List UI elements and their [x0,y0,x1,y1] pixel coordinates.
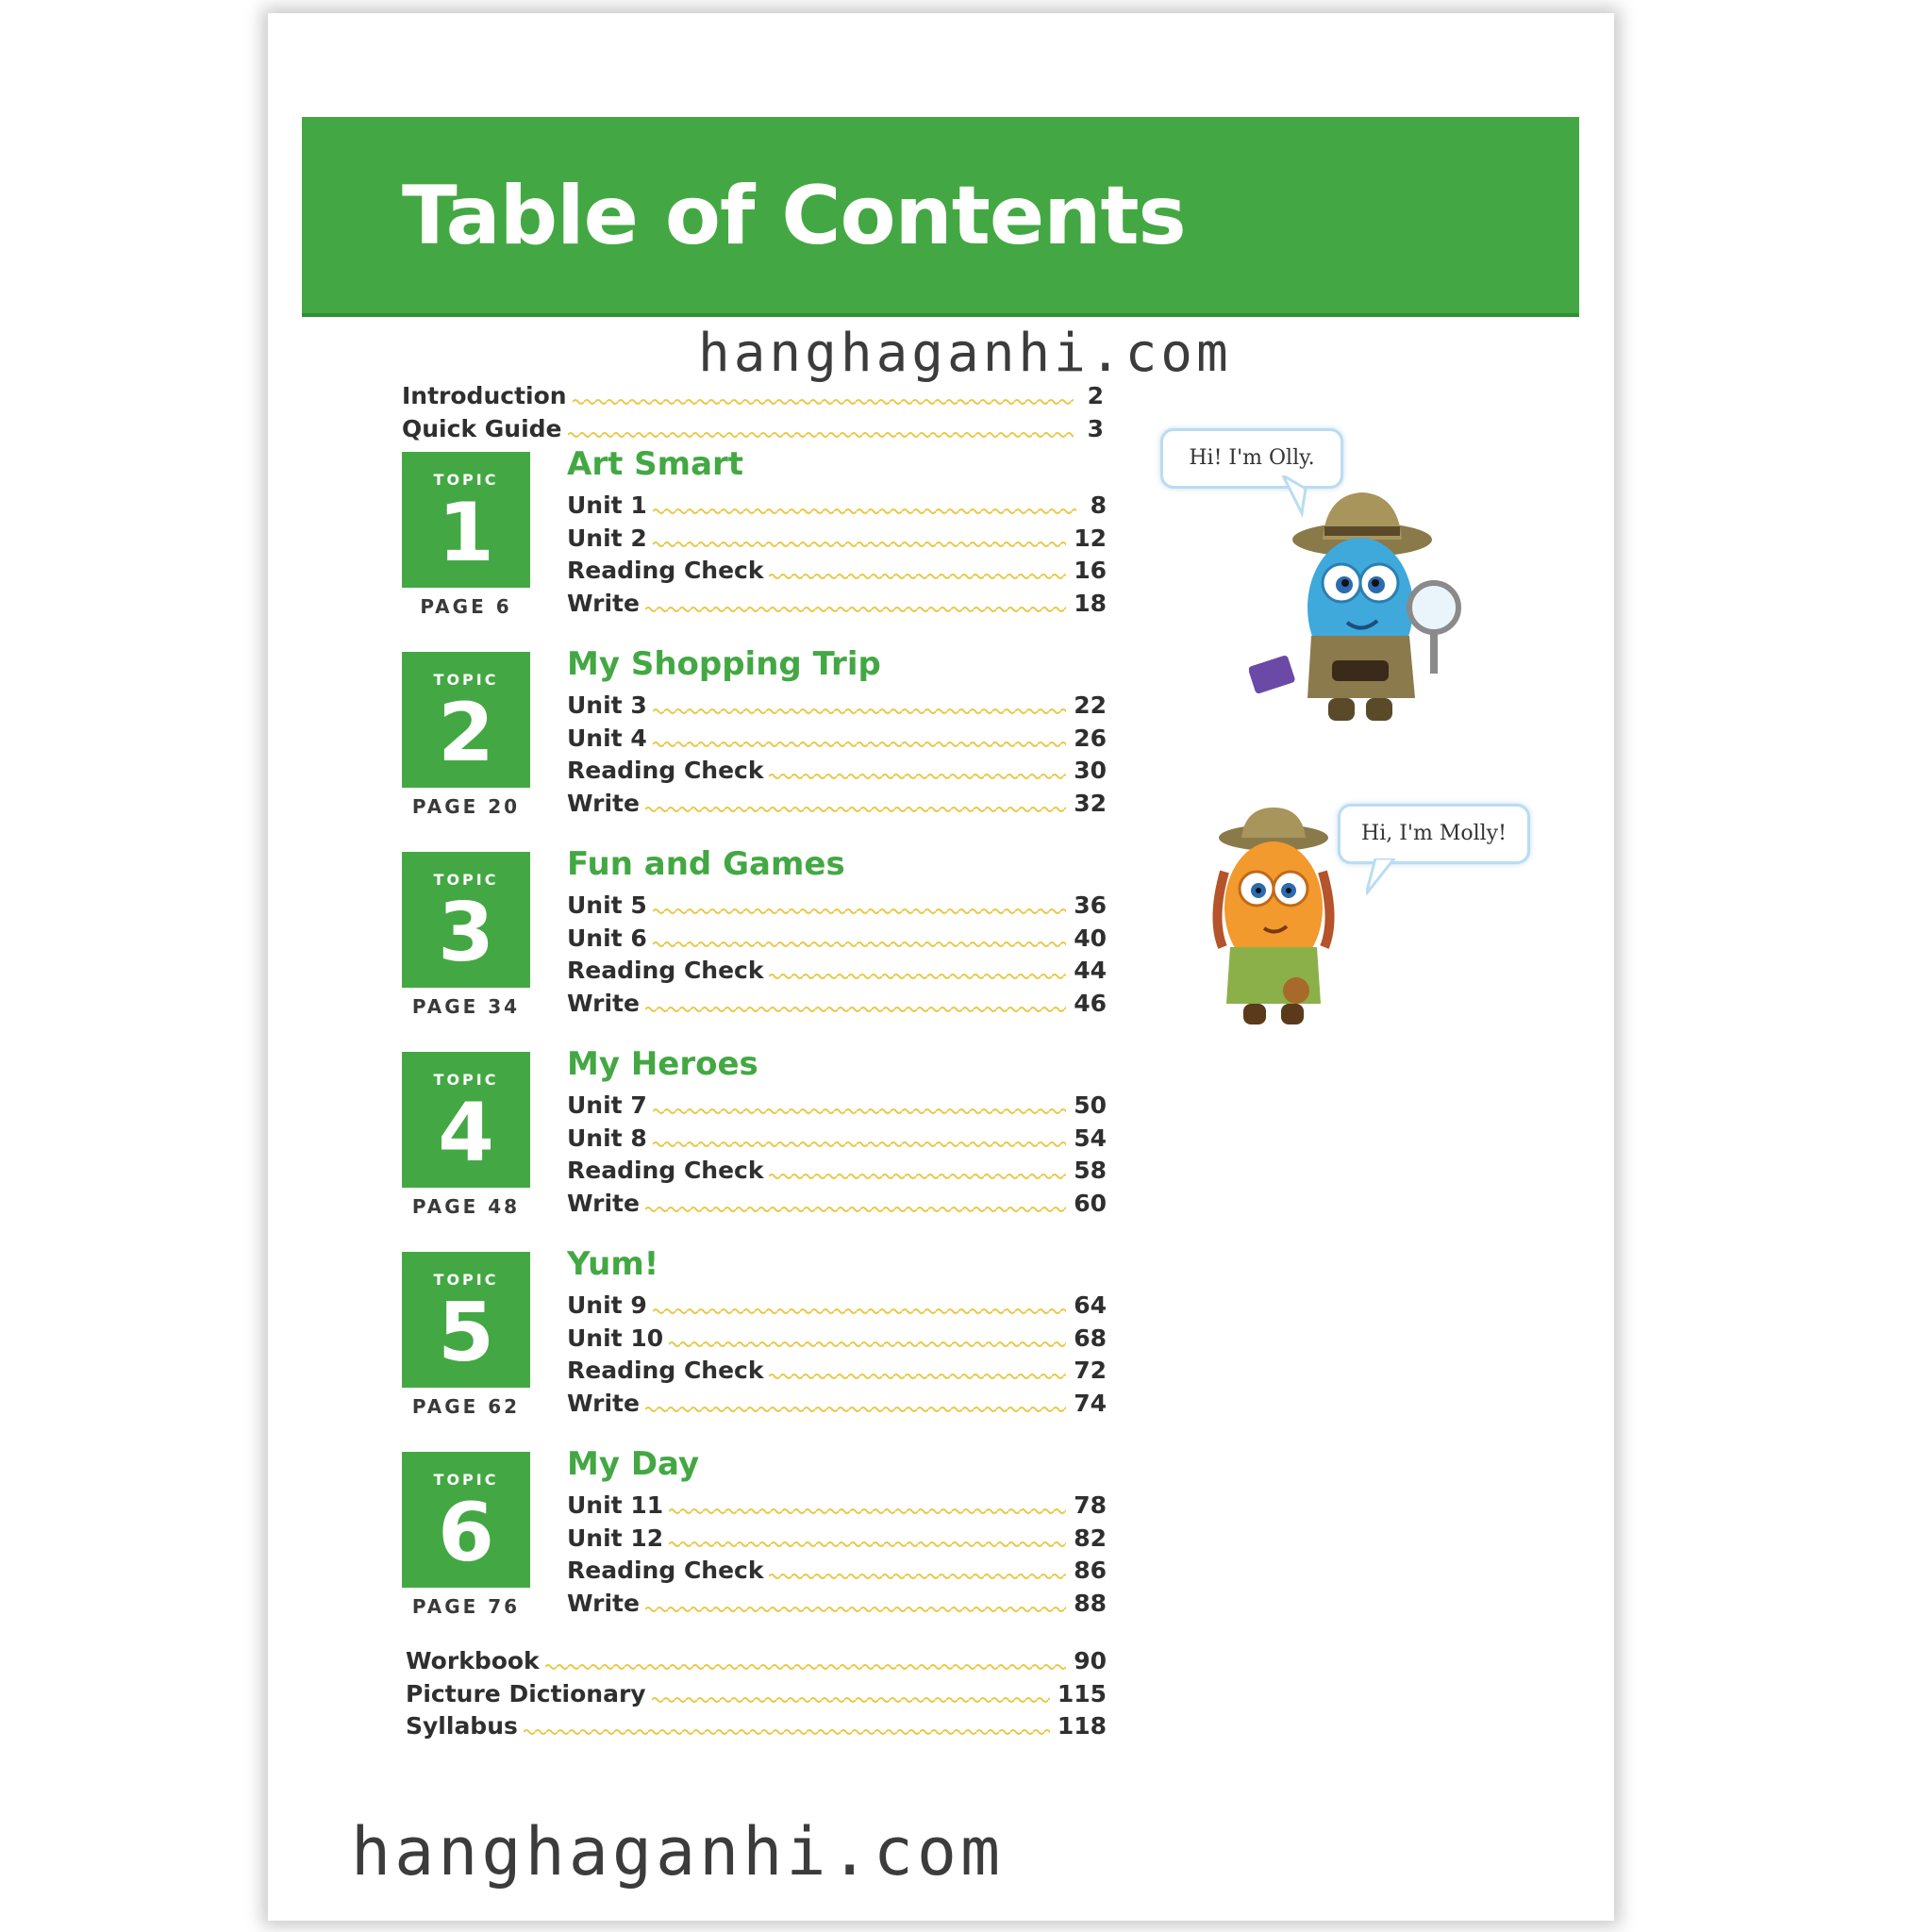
toc-entry-page: 118 [1057,1711,1107,1740]
toc-entry-label: Write [567,589,640,617]
dot-leader [645,1005,1066,1014]
toc-entry-page: 8 [1090,491,1107,519]
title-banner [302,117,1579,317]
topic-title[interactable]: Yum! [567,1245,659,1283]
toc-entry[interactable] [567,956,1107,984]
toc-entry[interactable] [567,556,1107,584]
toc-entry[interactable] [567,1556,1107,1584]
speech-text: Hi, I'm Molly! [1361,822,1507,845]
topic-start-page: PAGE 34 [411,995,521,1018]
dot-leader [769,972,1066,981]
toc-entry-label: Write [567,789,640,817]
speech-bubble-tail [1366,858,1404,896]
topic-badge-6 [402,1452,530,1588]
blue-explorer-mascot-icon [1249,475,1475,730]
toc-entry-page: 60 [1074,1189,1107,1217]
topic-badge-number: 6 [438,1486,494,1580]
toc-entry-page: 74 [1074,1389,1107,1417]
toc-entry-page: 44 [1074,956,1107,984]
page-title: Table of Contents [402,169,1186,263]
toc-entry-workbook[interactable] [406,1646,1107,1674]
dot-leader [653,940,1066,949]
topic-badge-number: 5 [438,1286,494,1380]
toc-entry-label: Reading Check [567,756,764,784]
toc-entry-page: 58 [1074,1156,1107,1184]
topic-badge-number: 1 [438,486,494,580]
toc-entry-label: Unit 10 [567,1324,664,1352]
topic-start-page: PAGE 20 [411,795,521,818]
toc-entry[interactable] [567,524,1107,552]
toc-entry-page: 26 [1074,724,1107,752]
toc-entry-page: 18 [1074,589,1107,617]
toc-entry-label: Unit 1 [567,491,647,519]
dot-leader [545,1662,1067,1672]
toc-entry-page: 82 [1074,1524,1107,1552]
dot-leader [645,1405,1066,1414]
watermark-bottom: hanghaganhi.com [351,1813,1005,1890]
toc-entry-label: Picture Dictionary [406,1679,646,1707]
topic-badge-number: 2 [438,686,494,780]
topic-start-page: PAGE 76 [411,1595,521,1618]
toc-entry-label: Reading Check [567,1156,764,1184]
toc-entry-page: 68 [1074,1324,1107,1352]
topic-badge-label: TOPIC [433,471,499,489]
topic-badge-label: TOPIC [433,871,499,889]
toc-entry-label: Unit 3 [567,691,647,719]
topic-badge-label: TOPIC [433,1471,499,1489]
dot-leader [653,740,1066,749]
dot-leader [568,430,1074,440]
toc-entry[interactable] [567,891,1107,919]
toc-entry-label: Unit 7 [567,1091,647,1119]
dot-leader [645,805,1066,814]
dot-leader [769,1572,1066,1581]
toc-entry-label: Unit 8 [567,1124,647,1152]
dot-leader [652,1695,1050,1705]
toc-entry-page: 78 [1074,1491,1107,1519]
topic-badge-number: 3 [438,886,494,980]
dot-leader [645,1605,1066,1614]
toc-entry[interactable] [567,989,1107,1017]
topic-start-page: PAGE 62 [411,1395,521,1418]
toc-entry-quick-guide[interactable] [402,414,1104,442]
toc-entry[interactable] [567,1589,1107,1617]
toc-entry[interactable] [567,1156,1107,1184]
toc-entry[interactable] [567,1124,1107,1152]
toc-entry[interactable] [567,1189,1107,1217]
topic-badge-number: 4 [438,1086,494,1180]
toc-entry[interactable] [567,1389,1107,1417]
topic-badge-label: TOPIC [433,671,499,689]
toc-entry-label: Unit 9 [567,1291,647,1319]
dot-leader [653,1140,1066,1149]
book-page [268,13,1614,1921]
toc-entry-page: 64 [1074,1291,1107,1319]
toc-entry-page: 16 [1074,556,1107,584]
topic-start-page: PAGE 48 [411,1195,521,1218]
toc-entry-introduction[interactable] [402,381,1104,409]
dot-leader [653,707,1066,716]
toc-entry-label: Reading Check [567,556,764,584]
toc-entry[interactable] [567,756,1107,784]
toc-entry-page: 3 [1087,414,1104,442]
toc-entry-label: Syllabus [406,1711,518,1740]
toc-entry-label: Write [567,1589,640,1617]
dot-leader [669,1540,1066,1549]
toc-entry-picture-dictionary[interactable] [406,1679,1107,1707]
dot-leader [769,772,1066,781]
toc-entry-label: Unit 11 [567,1491,664,1519]
speech-bubble-molly [1338,804,1530,864]
toc-entry[interactable] [567,1356,1107,1384]
topic-title[interactable]: My Heroes [567,1045,758,1083]
dot-leader [645,1205,1066,1214]
toc-entry[interactable] [567,789,1107,817]
speech-text: Hi! I'm Olly. [1189,446,1315,470]
dot-leader [653,1107,1066,1116]
toc-entry-page: 86 [1074,1556,1107,1584]
toc-entry-page: 36 [1074,891,1107,919]
toc-entry-page: 2 [1087,381,1104,409]
topic-title[interactable]: My Day [567,1445,700,1483]
topic-badge-label: TOPIC [433,1271,499,1289]
toc-entry[interactable] [567,1524,1107,1552]
toc-entry-label: Unit 6 [567,924,647,952]
topic-badge-4 [402,1052,530,1188]
dot-leader [769,572,1066,581]
toc-entry[interactable] [567,1291,1107,1319]
toc-entry[interactable] [567,1324,1107,1352]
topic-title[interactable]: Fun and Games [567,845,845,883]
toc-entry[interactable] [567,589,1107,617]
dot-leader [669,1507,1066,1516]
dot-leader [653,1307,1066,1316]
dot-leader [653,507,1076,516]
dot-leader [769,1372,1066,1381]
toc-entry-page: 72 [1074,1356,1107,1384]
topic-badge-5 [402,1252,530,1388]
toc-entry-label: Reading Check [567,956,764,984]
toc-entry-page: 115 [1057,1679,1107,1707]
toc-entry[interactable] [567,691,1107,719]
toc-entry-page: 12 [1074,524,1107,552]
toc-entry-label: Write [567,1189,640,1217]
topic-badge-2 [402,652,530,788]
topic-start-page: PAGE 6 [420,595,512,618]
toc-entry-page: 32 [1074,789,1107,817]
toc-entry-page: 88 [1074,1589,1107,1617]
toc-entry-label: Reading Check [567,1356,764,1384]
toc-entry[interactable] [567,1091,1107,1119]
dot-leader [645,605,1066,614]
toc-entry[interactable] [567,724,1107,752]
dot-leader [524,1727,1050,1737]
toc-entry-label: Unit 2 [567,524,647,552]
dot-leader [769,1172,1066,1181]
dot-leader [573,397,1074,407]
toc-entry-label: Quick Guide [402,414,562,442]
toc-entry-label: Unit 5 [567,891,647,919]
toc-entry-page: 50 [1074,1091,1107,1119]
toc-entry-label: Write [567,989,640,1017]
watermark-top: hanghaganhi.com [698,323,1232,384]
topic-badge-3 [402,852,530,988]
toc-entry-page: 30 [1074,756,1107,784]
toc-entry[interactable] [567,1491,1107,1519]
toc-entry[interactable] [567,924,1107,952]
toc-entry-page: 46 [1074,989,1107,1017]
toc-entry-page: 40 [1074,924,1107,952]
toc-entry-page: 22 [1074,691,1107,719]
toc-entry-syllabus[interactable] [406,1711,1107,1740]
toc-entry-page: 90 [1074,1646,1107,1674]
topic-badge-label: TOPIC [433,1071,499,1089]
topic-badge-1 [402,452,530,588]
toc-entry-label: Write [567,1389,640,1417]
toc-entry-label: Unit 4 [567,724,647,752]
dot-leader [669,1340,1066,1349]
toc-entry-label: Unit 12 [567,1524,664,1552]
dot-leader [653,540,1066,549]
toc-entry-label: Introduction [402,381,567,409]
dot-leader [653,907,1066,916]
orange-explorer-mascot-icon [1198,806,1349,1041]
topic-title[interactable]: My Shopping Trip [567,645,881,683]
toc-entry[interactable] [567,491,1107,519]
topic-title[interactable]: Art Smart [567,445,744,483]
toc-entry-label: Workbook [406,1646,540,1674]
toc-entry-label: Reading Check [567,1556,764,1584]
toc-entry-page: 54 [1074,1124,1107,1152]
